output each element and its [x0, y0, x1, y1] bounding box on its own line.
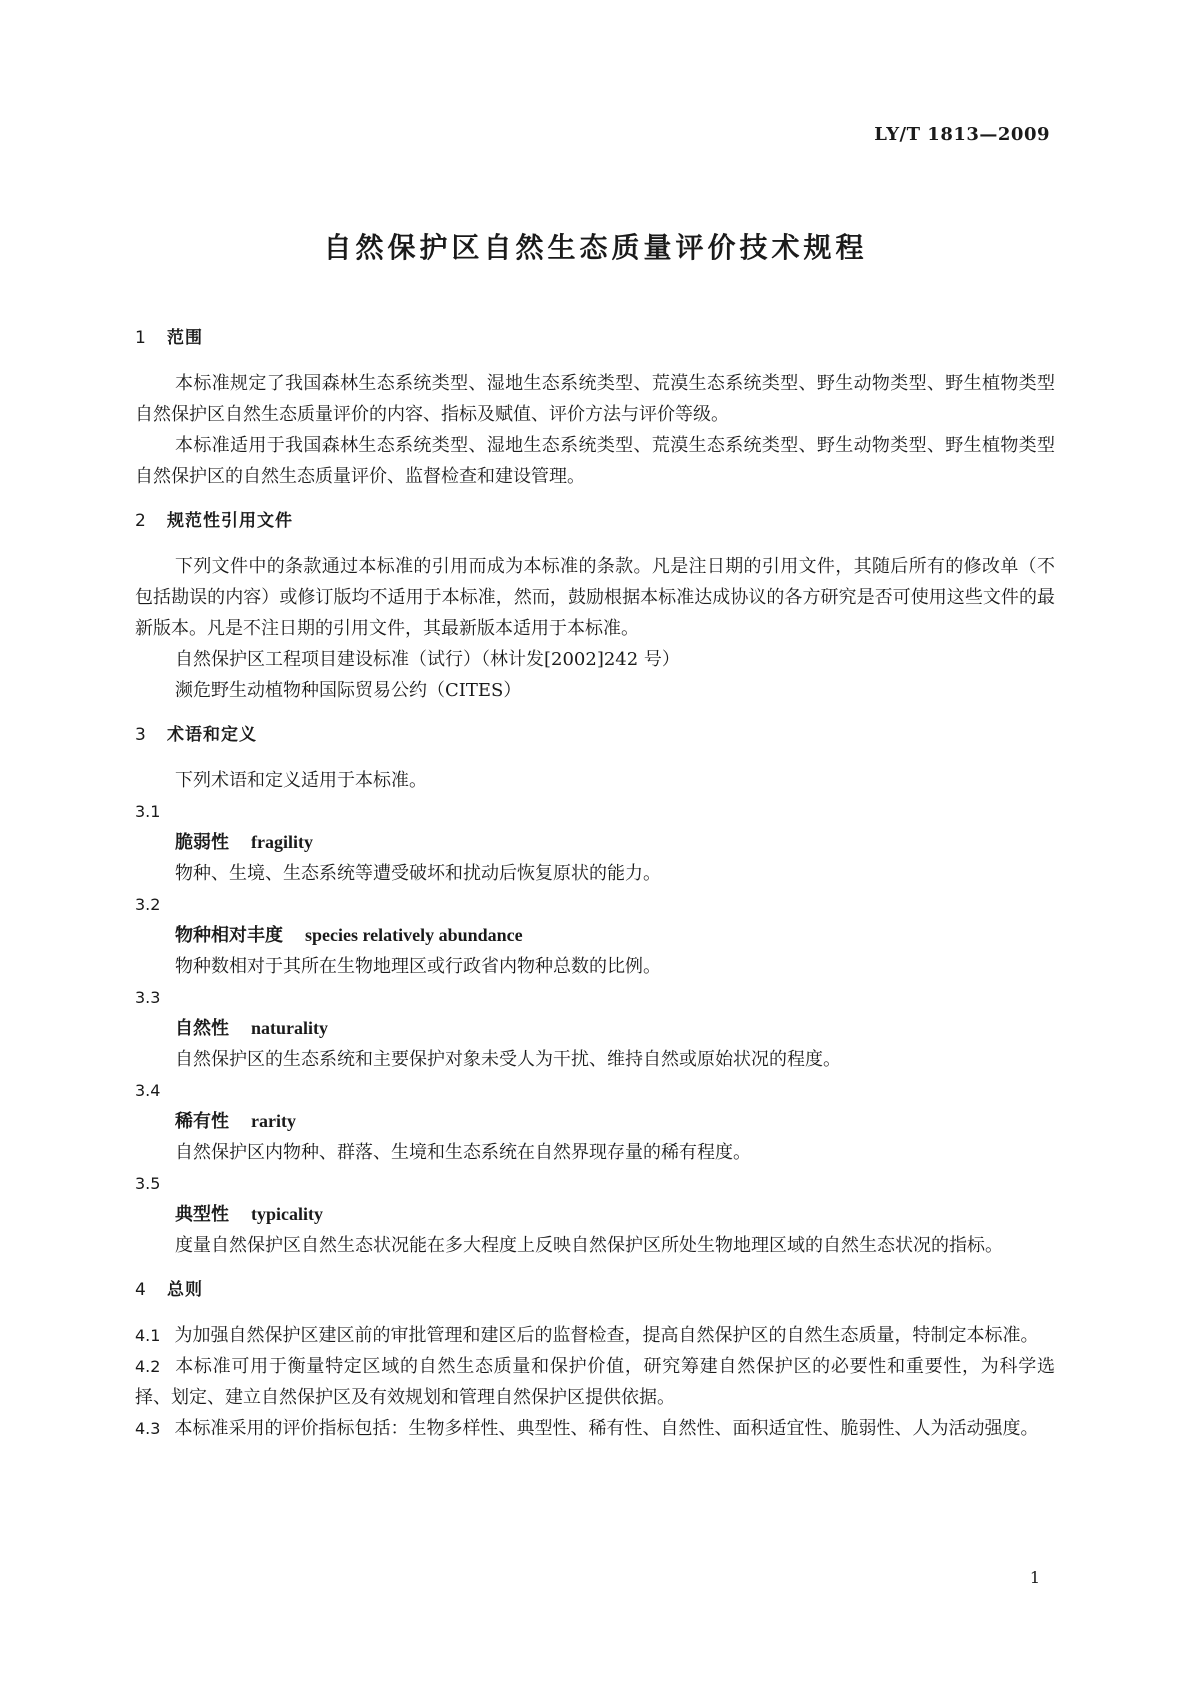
clause-number: 3.5	[135, 1174, 161, 1193]
clause-number: 3.4	[135, 1081, 161, 1100]
clause-number: 4.3	[135, 1419, 161, 1438]
term-definition: 物种数相对于其所在生物地理区或行政省内物种总数的比例。	[175, 956, 661, 977]
term-definition: 自然保护区的生态系统和主要保护对象未受人为干扰、维持自然或原始状况的程度。	[175, 1049, 841, 1070]
clause-number: 3.2	[135, 895, 161, 914]
section-3-heading	[135, 720, 1055, 751]
term-definition: 自然保护区内物种、群落、生境和生态系统在自然界现存量的稀有程度。	[175, 1142, 751, 1163]
clause-item	[135, 1413, 1055, 1444]
reference-item: 濒危野生动植物种国际贸易公约（CITES）	[175, 680, 522, 701]
term-zh: 稀有性	[175, 1111, 229, 1132]
document-title: 自然保护区自然生态质量评价技术规程	[323, 231, 868, 264]
term-zh: 典型性	[175, 1204, 229, 1225]
section-title: 范围	[167, 328, 203, 348]
term-entry	[135, 1106, 1055, 1137]
paragraph: 下列术语和定义适用于本标准。	[175, 770, 427, 791]
clause-text: 本标准可用于衡量特定区域的自然生态质量和保护价值，研究筹建自然保护区的必要性和重要性，为科学选择、划定、建立自然保护区及有效规划和管理自然保护区提供依据。	[135, 1356, 1055, 1408]
section-title: 规范性引用文件	[167, 511, 293, 531]
section-title: 总则	[167, 1280, 203, 1300]
section-number: 1	[135, 328, 147, 348]
section-number: 2	[135, 511, 147, 531]
section-2-heading	[135, 506, 1055, 537]
term-zh: 自然性	[175, 1018, 229, 1039]
term-definition: 物种、生境、生态系统等遭受破坏和扰动后恢复原状的能力。	[175, 863, 661, 884]
term-en: typicality	[251, 1204, 323, 1224]
reference-item: 自然保护区工程项目建设标准（试行）（林计发[2002]242 号）	[175, 649, 680, 670]
paragraph: 本标准适用于我国森林生态系统类型、湿地生态系统类型、荒漠生态系统类型、野生动物类型、野生植物类型自然保护区的自然生态质量评价、监督检查和建设管理。	[135, 435, 1055, 487]
clause-number: 4.1	[135, 1326, 161, 1345]
term-entry	[135, 920, 1055, 951]
term-entry	[135, 1199, 1055, 1230]
term-entry	[135, 1013, 1055, 1044]
clause-number: 3.3	[135, 988, 161, 1007]
term-zh: 物种相对丰度	[175, 925, 283, 946]
paragraph: 本标准规定了我国森林生态系统类型、湿地生态系统类型、荒漠生态系统类型、野生动物类型、野生植物类型自然保护区自然生态质量评价的内容、指标及赋值、评价方法与评价等级。	[135, 373, 1055, 425]
section-number: 3	[135, 725, 147, 745]
paragraph: 下列文件中的条款通过本标准的引用而成为本标准的条款。凡是注日期的引用文件，其随后所有的修改单（不包括勘误的内容）或修订版均不适用于本标准，然而，鼓励根据本标准达成协议的各方研究是否可使用这些文件的最新版本。凡是不注日期的引用文件，其最新版本适用于本标准。	[135, 556, 1055, 639]
section-4-heading	[135, 1275, 1055, 1306]
term-en: species relatively abundance	[305, 925, 523, 945]
clause-number: 4.2	[135, 1357, 161, 1376]
term-en: fragility	[251, 832, 313, 852]
clause-number: 3.1	[135, 802, 161, 821]
term-definition: 度量自然保护区自然生态状况能在多大程度上反映自然保护区所处生物地理区域的自然生态状况的指标。	[175, 1235, 1003, 1256]
clause-item	[135, 1320, 1055, 1351]
standard-code: LY/T 1813—2009	[874, 124, 1050, 145]
document-body	[135, 323, 1055, 1444]
section-number: 4	[135, 1280, 147, 1300]
clause-text: 为加强自然保护区建区前的审批管理和建区后的监督检查，提高自然保护区的自然生态质量，特制定本标准。	[174, 1325, 1039, 1346]
term-entry	[135, 827, 1055, 858]
section-1-heading	[135, 323, 1055, 354]
term-en: rarity	[251, 1111, 296, 1131]
section-title: 术语和定义	[167, 725, 257, 745]
term-en: naturality	[251, 1018, 329, 1038]
clause-text: 本标准采用的评价指标包括：生物多样性、典型性、稀有性、自然性、面积适宜性、脆弱性、人为活动强度。	[174, 1418, 1039, 1439]
page-number: 1	[1029, 1568, 1040, 1587]
term-zh: 脆弱性	[175, 832, 229, 853]
clause-item	[135, 1351, 1055, 1413]
